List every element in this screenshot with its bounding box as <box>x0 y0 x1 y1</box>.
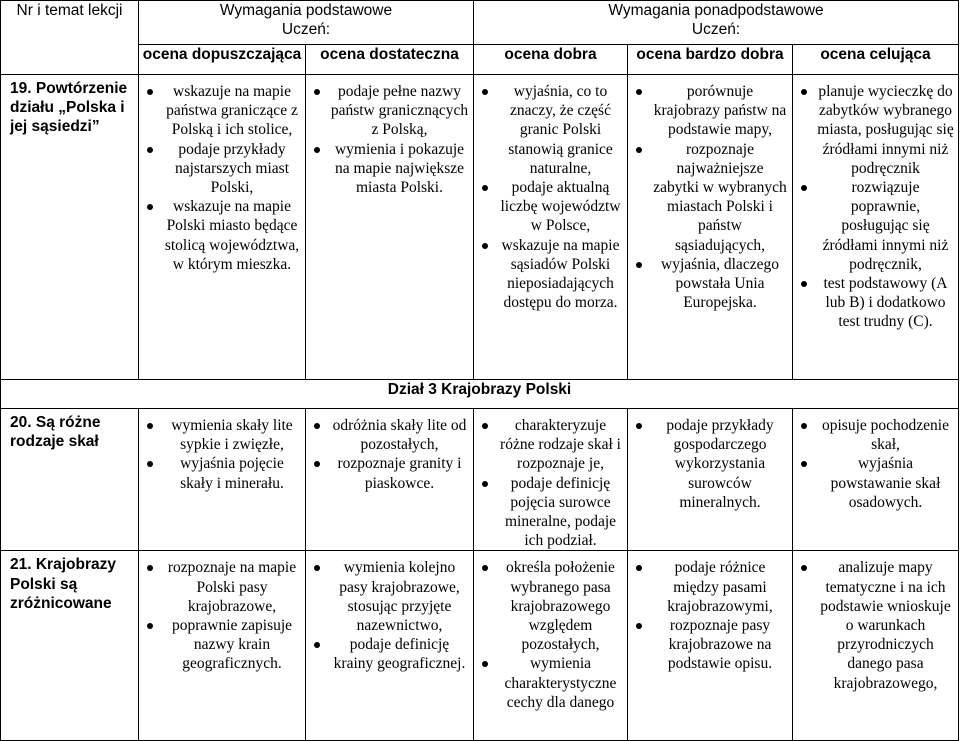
basic-requirements-header <box>139 1 474 45</box>
requirements-list <box>793 409 958 512</box>
requirement-item: podaje pełne nazwy państw granicznących z Polską, <box>310 82 469 140</box>
grade-header: ocena celująca <box>793 45 959 75</box>
requirement-item: wyjaśnia, dlaczego powstała Unia Europejska. <box>632 255 788 313</box>
requirements-cell <box>306 75 474 380</box>
requirements-list <box>793 75 958 332</box>
requirement-item: wskazuje na mapie sąsiadów Polski nieposiadających dostępu do morza. <box>478 236 623 313</box>
requirements-cell <box>793 551 959 741</box>
lesson-row <box>1 551 959 741</box>
requirement-item: wskazuje na mapie Polski miasto będące stolicą województwa, w którym mieszka. <box>143 197 301 274</box>
advanced-requirements-subtitle: Uczeń: <box>691 21 741 39</box>
requirements-cell <box>793 409 959 551</box>
grade-header: ocena dobra <box>474 45 628 75</box>
requirements-cell <box>139 551 306 741</box>
requirements-list <box>139 75 305 274</box>
requirements-cell <box>306 409 474 551</box>
grade-row <box>1 45 959 75</box>
lesson-topic-cell <box>1 75 139 380</box>
requirements-list <box>306 409 473 493</box>
basic-requirements-subtitle: Uczeń: <box>281 21 331 39</box>
requirement-item: wyjaśnia powstawanie skał osadowych. <box>797 454 954 512</box>
requirements-cell <box>628 551 793 741</box>
requirements-list <box>474 409 627 550</box>
grade-header: ocena dostateczna <box>306 45 474 75</box>
requirement-item: wymienia i pokazuje na mapie największe miasta Polski. <box>310 140 469 198</box>
requirement-item: rozpoznaje granity i piaskowce. <box>310 454 469 492</box>
lesson-row <box>1 409 959 551</box>
requirement-item: analizuje mapy tematyczne i na ich podstawie wnioskuje o warunkach przyrodniczych danego pasa krajobrazowego, <box>797 558 954 692</box>
requirements-cell <box>628 409 793 551</box>
requirements-cell <box>139 409 306 551</box>
requirement-item: rozpoznaje najważniejsze zabytki w wybranych miastach Polski i państw sąsiadujących, <box>632 140 788 255</box>
requirement-item: test podstawowy (A lub B) i dodatkowo test trudny (C). <box>797 274 954 332</box>
requirements-cell <box>474 75 628 380</box>
requirements-list <box>628 551 792 673</box>
requirement-item: poprawnie zapisuje nazwy krain geograficznych. <box>143 616 301 674</box>
requirements-cell <box>793 75 959 380</box>
requirement-item: rozpoznaje na mapie Polski pasy krajobrazowe, <box>143 558 301 616</box>
section-row <box>1 380 959 409</box>
requirement-item: wskazuje na mapie państwa graniczące z Polską i ich stolice, <box>143 82 301 140</box>
requirement-item: wyjaśnia pojęcie skały i minerału. <box>143 454 301 492</box>
advanced-requirements-header <box>474 1 959 45</box>
lesson-header <box>1 1 139 75</box>
requirement-item: planuje wycieczkę do zabytków wybranego miasta, posługując się źródłami innymi niż podręcznik <box>797 82 954 178</box>
requirement-item: wymienia kolejno pasy krajobrazowe, stosując przyjęte nazewnictwo, <box>310 558 469 635</box>
requirements-cell <box>474 409 628 551</box>
requirement-item: określa położenie wybranego pasa krajobrazowego względem pozostałych, <box>478 558 623 654</box>
requirement-item: rozpoznaje pasy krajobrazowe na podstawie opisu. <box>632 616 788 674</box>
requirement-item: podaje różnice między pasami krajobrazowymi, <box>632 558 788 616</box>
lesson-topic: 20. Są różne rodzaje skał <box>10 414 101 451</box>
requirement-item: wyjaśnia, co to znaczy, że część granic Polski stanowią granice naturalne, <box>478 82 623 178</box>
requirement-item: odróżnia skały lite od pozostałych, <box>310 416 469 454</box>
requirements-list <box>474 75 627 312</box>
requirements-list <box>628 409 792 512</box>
requirements-cell <box>474 551 628 741</box>
requirement-item: podaje aktualną liczbę województw w Polsce, <box>478 178 623 236</box>
requirements-cell <box>306 551 474 741</box>
lesson-topic-cell <box>1 409 139 551</box>
requirement-item: porównuje krajobrazy państw na podstawie mapy, <box>632 82 788 140</box>
requirement-item: podaje przykłady gospodarczego wykorzystania surowców mineralnych. <box>632 416 788 512</box>
requirements-list <box>474 551 627 712</box>
lesson-header-label: Nr i temat lekcji <box>16 2 123 19</box>
requirements-list <box>306 551 473 673</box>
requirement-item: podaje przykłady najstarszych miast Polski, <box>143 140 301 198</box>
requirements-list <box>306 75 473 197</box>
requirements-list <box>793 551 958 692</box>
requirement-item: charakteryzuje różne rodzaje skał i rozpoznaje je, <box>478 416 623 474</box>
requirements-list <box>628 75 792 312</box>
header-row <box>1 1 959 45</box>
grade-header: ocena dopuszczająca <box>139 45 306 75</box>
requirements-cell <box>139 75 306 380</box>
requirement-item: wymienia skały lite sypkie i zwięzłe, <box>143 416 301 454</box>
lesson-topic: 19. Powtórzenie działu „Polska i jej sąsiedzi” <box>10 80 128 136</box>
requirement-item: podaje definicję pojęcia surowce mineralne, podaje ich podział. <box>478 474 623 551</box>
basic-requirements-title: Wymagania podstawowe <box>219 2 393 19</box>
grade-header: ocena bardzo dobra <box>628 45 793 75</box>
lesson-topic: 21. Krajobrazy Polski są zróżnicowane <box>10 556 116 612</box>
section-title: Dział 3 Krajobrazy Polski <box>1 380 959 409</box>
requirements-list <box>139 551 305 673</box>
advanced-requirements-title: Wymagania ponadpodstawowe <box>608 2 824 19</box>
requirement-item: rozwiązuje poprawnie, posługując się źródłami innymi niż podręcznik, <box>797 178 954 274</box>
lesson-row <box>1 75 959 380</box>
requirements-list <box>139 409 305 493</box>
requirement-item: podaje definicję krainy geograficznej. <box>310 635 469 673</box>
requirement-item: wymienia charakterystyczne cechy dla danego <box>478 654 623 712</box>
requirements-cell <box>628 75 793 380</box>
requirement-item: opisuje pochodzenie skał, <box>797 416 954 454</box>
lesson-topic-cell <box>1 551 139 741</box>
